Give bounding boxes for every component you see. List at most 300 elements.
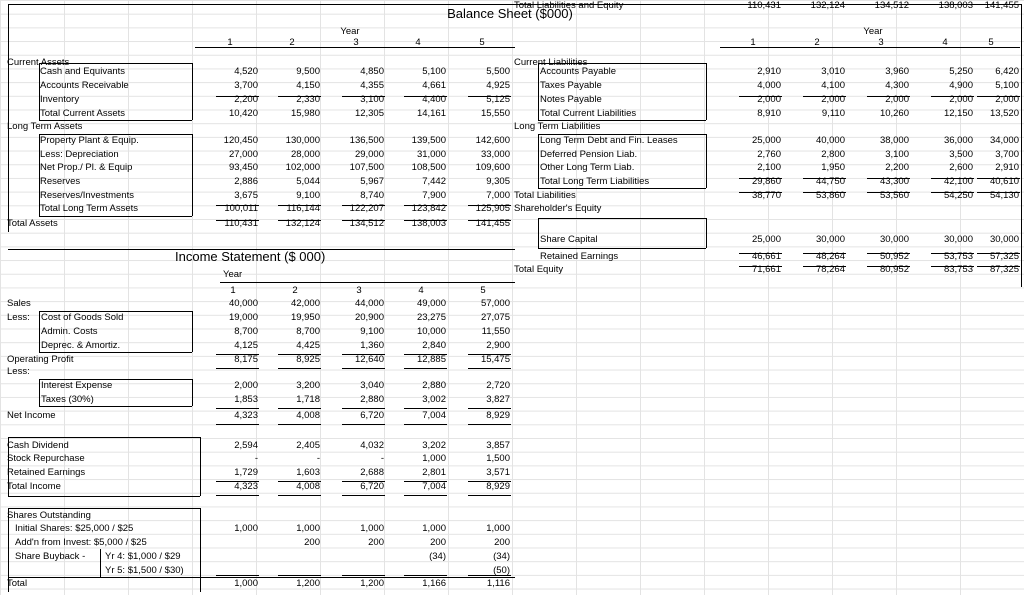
border-line [278,481,321,482]
income-label: Taxes (30%) [41,394,94,405]
liability-label: Long Term Debt and Fin. Leases [540,135,678,146]
liability-value: 5,100 [995,80,1019,91]
liability-value: 2,100 [757,162,781,173]
liability-label: Total Long Term Liabilities [540,176,650,187]
shares-label: Total [7,578,28,589]
liability-value: 48,264 [815,251,845,262]
year-header: 3 [356,285,362,296]
border-line [278,220,321,221]
shares-value: (50) [493,565,510,576]
asset-value: 28,000 [290,149,320,160]
border-line [404,424,447,425]
liability-value: 57,325 [989,251,1019,262]
border-line [278,575,321,576]
border-line [342,368,385,369]
asset-value: 10,420 [228,108,258,119]
liability-label: Other Long Term Liab. [540,162,635,173]
asset-label: Total Long Term Assets [40,203,139,214]
liability-value: 2,000 [821,94,845,105]
year-header: 2 [289,37,295,48]
liability-value: 83,753 [943,264,973,275]
income-value: 44,000 [354,298,384,309]
balance-sheet-title: Balance Sheet ($000) [447,6,573,21]
shares-value: (34) [429,551,446,562]
income-statement-title: Income Statement ($ 000) [175,249,326,264]
shares-value: 1,116 [486,578,510,589]
income-label: Sales [7,298,31,309]
shares-value: 200 [368,537,384,548]
liability-label: Total Liabilities [514,190,576,201]
liability-value: 2,000 [757,94,781,105]
income-value: 11,550 [481,326,510,337]
liability-label: Taxes Payable [540,80,602,91]
liability-value: 3,700 [995,149,1019,160]
income-label: Interest Expense [41,380,113,391]
border-line [192,63,193,120]
border-line [468,408,511,409]
border-line [8,496,200,497]
income-value: 1,500 [486,453,510,464]
liability-value: 43,300 [879,176,909,187]
income-value: 2,594 [234,440,258,451]
border-line [216,495,259,496]
asset-value: 5,500 [486,66,510,77]
border-line [220,282,515,283]
asset-value: 139,500 [411,135,446,146]
asset-value: 2,200 [234,94,258,105]
border-line [404,220,447,221]
liability-label: Retained Earnings [540,251,619,262]
border-line [931,266,974,267]
asset-value: 8,740 [360,190,384,201]
border-line [216,354,259,355]
shares-value: 1,000 [234,523,258,534]
asset-value: 5,125 [486,94,510,105]
shares-value: 200 [430,537,446,548]
asset-value: 138,003 [411,218,446,229]
border-line [404,481,447,482]
border-line [39,352,192,353]
asset-label: Less: Depreciation [40,149,119,160]
border-line [216,424,259,425]
asset-value: 116,144 [286,203,320,214]
border-line [803,96,846,97]
liability-value: 132,124 [810,0,845,11]
income-value: 15,475 [480,354,510,365]
border-line [404,96,447,97]
border-line [468,575,511,576]
liability-value: 3,500 [949,149,973,160]
asset-label: Reserves [40,176,81,187]
border-line [192,134,193,216]
liability-value: 46,661 [751,251,781,262]
asset-label: Total Current Assets [40,108,126,119]
year-header: 5 [480,285,486,296]
border-line [342,495,385,496]
income-value: 2,405 [296,440,320,451]
income-label: Net Income [7,410,56,421]
border-line [278,495,321,496]
income-value: 3,827 [486,394,510,405]
income-value: 4,008 [296,410,320,421]
border-line [468,96,511,97]
income-value: 23,275 [416,312,446,323]
year-label: Year [863,26,883,37]
liability-value: 38,000 [879,135,909,146]
border-line [278,424,321,425]
border-line [342,481,385,482]
border-line [468,354,511,355]
income-value: 4,425 [296,340,320,351]
border-line [706,134,707,188]
year-label: Year [340,26,360,37]
liability-value: 30,000 [943,234,973,245]
asset-value: 4,150 [296,80,320,91]
shares-label: Initial Shares: $25,000 / $25 [15,523,134,534]
liability-value: 13,520 [989,108,1019,119]
border-line [931,192,974,193]
income-value: - [254,453,258,464]
income-value: - [316,453,320,464]
year-header: 3 [878,37,884,48]
border-line [739,192,782,193]
shares-value: 1,000 [360,523,384,534]
border-line [342,424,385,425]
border-line [278,96,321,97]
border-line [468,205,511,206]
year-header: 1 [227,37,233,48]
border-line [404,354,447,355]
asset-value: 108,500 [411,162,446,173]
liability-label: Shareholder's Equity [514,203,602,214]
asset-label: Total Assets [7,218,58,229]
border-line [538,248,706,249]
border-line [200,437,201,496]
asset-value: 141,455 [475,218,510,229]
border-line [739,266,782,267]
income-value: 1,360 [360,340,384,351]
border-line [803,266,846,267]
liability-value: 2,000 [949,94,973,105]
year-header: 1 [230,285,236,296]
border-line [739,96,782,97]
income-value: 2,840 [422,340,446,351]
asset-value: 7,000 [486,190,510,201]
liability-value: 8,910 [757,108,781,119]
asset-value: 130,000 [285,135,320,146]
liability-value: 3,010 [821,66,845,77]
liability-value: 6,420 [995,66,1019,77]
border-line [39,134,192,135]
shares-value: 200 [494,537,510,548]
asset-value: 31,000 [416,149,446,160]
border-line [538,218,539,248]
income-label: Retained Earnings [7,467,86,478]
asset-value: 109,600 [475,162,510,173]
asset-value: 5,100 [422,66,446,77]
border-line [538,134,539,188]
income-value: 2,880 [360,394,384,405]
liability-value: 2,000 [885,94,909,105]
liability-value: 40,610 [989,176,1019,187]
asset-value: 4,400 [422,94,446,105]
liability-value: 78,264 [815,264,845,275]
border-line [278,354,321,355]
income-label: Total Income [7,481,61,492]
asset-value: 9,100 [296,190,320,201]
border-line [8,437,9,496]
asset-value: 102,000 [285,162,320,173]
year-header: 5 [988,37,994,48]
border-line [192,379,193,406]
income-value: 1,729 [234,467,258,478]
asset-value: 15,550 [480,108,510,119]
border-line [8,577,515,578]
border-line [342,575,385,576]
income-value: 49,000 [416,298,446,309]
border-line [216,575,259,576]
liability-value: 4,900 [949,80,973,91]
border-line [278,205,321,206]
asset-value: 5,967 [360,176,384,187]
liability-value: 71,661 [751,264,781,275]
liability-value: 1,950 [821,162,845,173]
border-line [216,408,259,409]
liability-label: Current Liabilities [514,57,588,68]
liability-value: 134,512 [874,0,909,11]
asset-label: Net Prop./ Pl. & Equip [40,162,133,173]
border-line [867,96,910,97]
border-line [404,408,447,409]
border-line [468,495,511,496]
income-label: Cash Dividend [7,440,69,451]
asset-value: 9,305 [486,176,510,187]
liability-value: 54,250 [943,190,973,201]
income-value: 10,000 [416,326,446,337]
income-value: 57,000 [480,298,510,309]
income-value: 3,857 [486,440,510,451]
year-header: 1 [750,37,756,48]
income-label: Deprec. & Amortiz. [41,340,121,351]
border-line [39,311,40,352]
asset-value: 33,000 [480,149,510,160]
asset-value: 120,450 [223,135,258,146]
shares-value: 1,000 [234,578,258,589]
border-line [39,379,192,380]
income-value: 6,720 [360,410,384,421]
liability-value: 2,800 [821,149,845,160]
border-line [404,368,447,369]
asset-value: 3,700 [234,80,258,91]
border-line [739,253,782,254]
liability-value: 110,431 [747,0,781,11]
liability-value: 25,000 [751,135,781,146]
liability-value: 3,100 [885,149,909,160]
income-value: 4,323 [234,410,258,421]
border-line [100,549,101,577]
income-value: 3,040 [360,380,384,391]
border-line [8,4,9,232]
asset-value: 142,600 [475,135,510,146]
asset-label: Long Term Assets [7,121,83,132]
year-header: 5 [479,37,485,48]
shares-header: Shares Outstanding [7,510,91,521]
year-header: 4 [418,285,424,296]
border-line [278,368,321,369]
income-value: 3,202 [422,440,446,451]
border-line [803,253,846,254]
income-value: 4,008 [296,481,320,492]
income-value: 40,000 [228,298,258,309]
border-line [468,368,511,369]
asset-value: 100,011 [224,203,258,214]
asset-value: 2,330 [296,94,320,105]
border-line [39,63,40,120]
income-value: 4,032 [360,440,384,451]
border-line [468,220,511,221]
asset-value: 132,124 [285,218,320,229]
liability-value: 53,860 [815,190,845,201]
income-value: 1,718 [296,394,320,405]
liability-value: 34,000 [989,135,1019,146]
border-line [538,63,706,64]
liability-value: 2,910 [995,162,1019,173]
asset-value: 134,512 [349,218,384,229]
shares-value: 1,200 [360,578,384,589]
asset-value: 2,886 [234,176,258,187]
income-label: Less: [7,366,30,377]
income-value: 8,929 [486,481,510,492]
border-line [404,205,447,206]
income-value: 2,000 [234,380,258,391]
income-value: 1,853 [234,394,258,405]
border-line [342,205,385,206]
border-line [538,63,539,120]
border-line [8,508,9,592]
border-line [931,178,974,179]
border-line [867,253,910,254]
border-line [342,354,385,355]
border-line [739,178,782,179]
shares-value: (34) [493,551,510,562]
asset-value: 110,431 [224,218,258,229]
border-line [404,575,447,576]
liability-value: 141,455 [984,0,1019,11]
border-line [39,120,192,121]
income-label: Operating Profit [7,354,74,365]
income-value: 19,950 [290,312,320,323]
income-value: 4,125 [234,340,258,351]
income-value: - [380,453,384,464]
shares-sublabel: Yr 5: $1,500 / $30) [105,565,184,576]
border-line [192,311,193,352]
year-header: 3 [353,37,359,48]
asset-value: 7,900 [422,190,446,201]
asset-value: 3,675 [234,190,258,201]
liability-value: 29,860 [751,176,781,187]
border-line [538,188,706,189]
liability-value: 138,003 [938,0,973,11]
asset-value: 122,207 [349,203,384,214]
liability-value: 2,600 [949,162,973,173]
liability-value: 2,200 [885,162,909,173]
year-header: 2 [814,37,820,48]
liability-label: Total Equity [514,264,564,275]
income-value: 1,603 [296,467,320,478]
liability-value: 5,250 [949,66,973,77]
border-line [1021,4,1022,287]
income-value: 3,002 [422,394,446,405]
income-value: 2,801 [422,467,446,478]
border-line [538,218,706,219]
border-line [404,495,447,496]
income-value: 2,720 [486,380,510,391]
shares-value: 200 [304,537,320,548]
year-label: Year [223,269,243,280]
asset-label: Accounts Receivable [40,80,129,91]
asset-value: 9,500 [296,66,320,77]
income-value: 8,700 [296,326,320,337]
income-value: 27,075 [480,312,510,323]
liability-value: 50,952 [879,251,909,262]
liability-value: 36,000 [943,135,973,146]
asset-label: Inventory [40,94,80,105]
income-value: 4,323 [234,481,258,492]
border-line [538,134,706,135]
liability-value: 4,100 [821,80,845,91]
year-header: 4 [942,37,948,48]
border-line [977,266,1020,267]
shares-label: Add'n from Invest: $5,000 / $25 [15,537,147,548]
asset-value: 125,905 [475,203,510,214]
liability-value: 2,910 [757,66,781,77]
border-line [216,481,259,482]
liability-value: 25,000 [751,234,781,245]
border-line [278,408,321,409]
liability-value: 54,130 [989,190,1019,201]
liability-value: 44,750 [815,176,845,187]
border-line [39,63,192,64]
border-line [342,220,385,221]
border-line [867,192,910,193]
asset-label: Current Assets [7,57,70,68]
year-header: 2 [292,285,298,296]
border-line [39,406,192,407]
income-value: 12,640 [354,354,384,365]
liability-value: 53,560 [879,190,909,201]
liability-value: 30,000 [879,234,909,245]
year-header: 4 [415,37,421,48]
liability-label: Total Liabilities and Equity [514,0,624,11]
asset-label: Reserves/Investments [40,190,134,201]
border-line [706,63,707,120]
asset-value: 123,842 [411,203,446,214]
border-line [867,266,910,267]
border-line [803,178,846,179]
income-label: Stock Repurchase [7,453,85,464]
border-line [867,178,910,179]
liability-value: 9,110 [821,108,845,119]
asset-label: Cash and Equivants [40,66,126,77]
liability-label: Accounts Payable [540,66,617,77]
income-value: 19,000 [228,312,258,323]
liability-value: 30,000 [989,234,1019,245]
liability-value: 2,760 [757,149,781,160]
asset-value: 15,980 [290,108,320,119]
shares-value: 1,166 [422,578,446,589]
border-line [216,96,259,97]
border-line [931,96,974,97]
